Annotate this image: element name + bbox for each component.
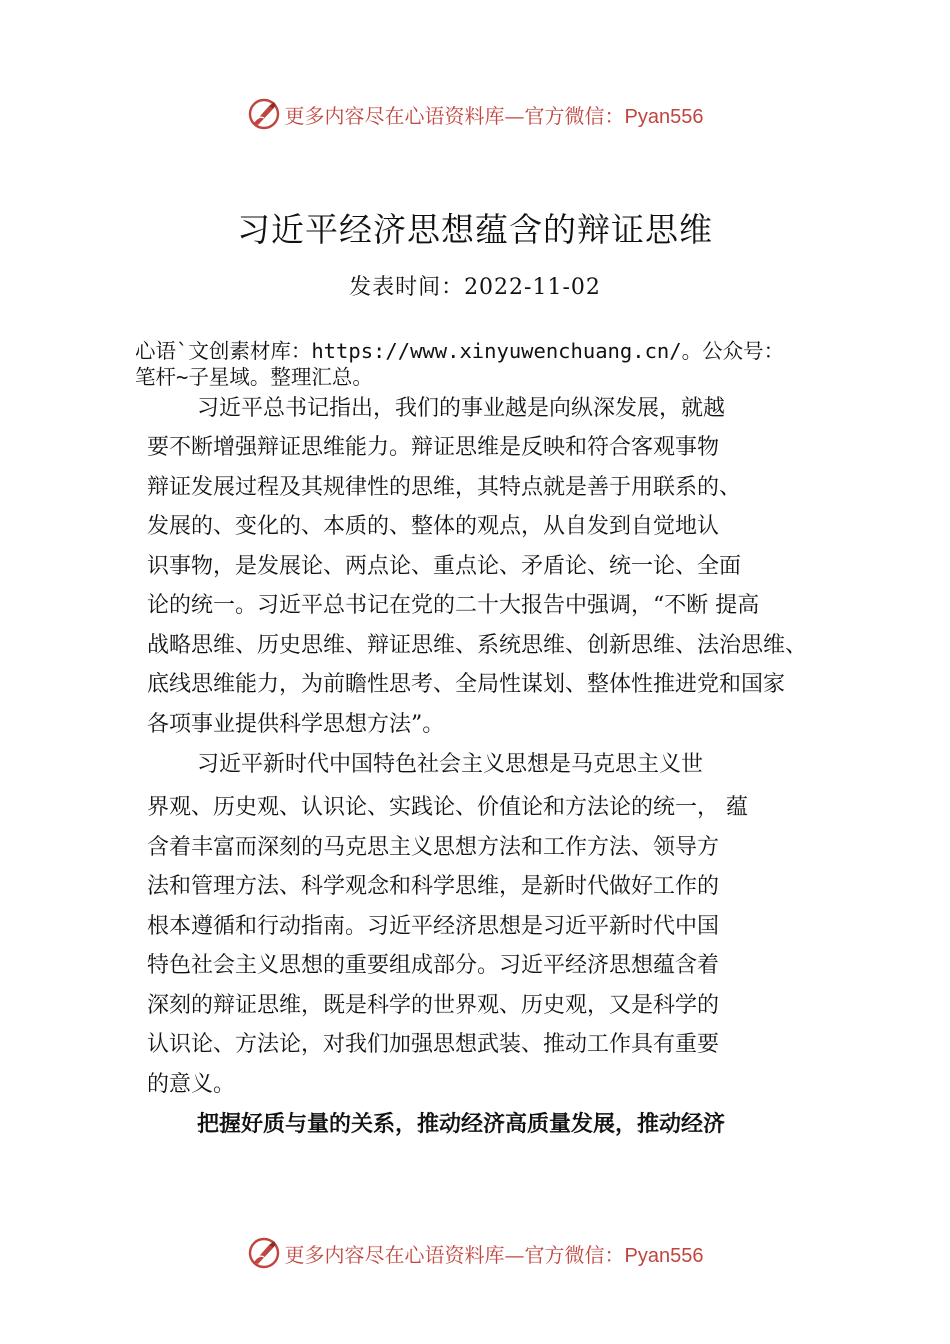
banner-content — [247, 97, 704, 131]
source-note — [135, 338, 865, 390]
banner-text — [285, 1239, 704, 1268]
paragraph-2-line: 习近平新时代中国特色社会主义思想是马克思主义世 — [197, 752, 704, 777]
document-title: 习近平经济思想蕴含的辩证思维 — [237, 210, 713, 249]
bottom-watermark-banner — [0, 1233, 950, 1273]
pen-logo-icon — [247, 97, 281, 131]
banner-main-text: 更多内容尽在心语资料库—官方微信： — [284, 1242, 625, 1267]
paragraph-2-line: 含着丰富而深刻的马克思主义思想方法和工作方法、领导方 — [147, 835, 720, 860]
paragraph-2-line: 根本遵循和行动指南。习近平经济思想是习近平新时代中国 — [147, 914, 720, 939]
paragraph-1-line: 各项事业提供科学思想方法”。 — [147, 712, 445, 737]
pen-logo-icon — [247, 1236, 281, 1270]
paragraph-1-line: 习近平总书记指出，我们的事业越是向纵深发展，就越 — [197, 396, 726, 421]
source-line: 心语`文创素材库：https://www.xinyuwenchuang.cn/。公众号： — [135, 339, 785, 363]
paragraph-2-line: 特色社会主义思想的重要组成部分。习近平经济思想蕴含着 — [147, 953, 720, 978]
wechat-id: Pyan556 — [624, 1244, 704, 1267]
paragraph-1-line: 要不断增强辩证思维能力。辩证思维是反映和符合客观事物 — [147, 435, 720, 460]
wechat-id: Pyan556 — [624, 105, 704, 128]
banner-main-text: 更多内容尽在心语资料库—官方微信： — [284, 103, 625, 128]
paragraph-1-line: 底线思维能力，为前瞻性思考、全局性谋划、整体性推进党和国家 — [147, 672, 786, 697]
banner-text — [285, 100, 704, 129]
top-watermark-banner — [0, 94, 950, 134]
paragraph-2-line: 认识论、方法论，对我们加强思想武装、推动工作具有重要 — [147, 1032, 720, 1057]
paragraph-2-line: 界观、历史观、认识论、实践论、价值论和方法论的统一， 蕴 — [147, 795, 748, 820]
paragraph-1-line: 论的统一。习近平总书记在党的二十大报告中强调，“不断 提高 — [147, 593, 760, 618]
paragraph-1-line: 发展的、变化的、本质的、整体的观点，从自发到自觉地认 — [147, 514, 720, 539]
paragraph-2-line: 法和管理方法、科学观念和科学思维，是新时代做好工作的 — [147, 874, 720, 899]
section-heading: 把握好质与量的关系，推动经济高质量发展，推动经济 — [197, 1112, 726, 1137]
paragraph-1-line: 辩证发展过程及其规律性的思维，其特点就是善于用联系的、 — [147, 475, 742, 500]
publish-time: 发表时间：2022-11-02 — [349, 275, 601, 300]
paragraph-1-line: 战略思维、历史思维、辩证思维、系统思维、创新思维、法治思维、 — [147, 633, 808, 658]
banner-content — [247, 1236, 704, 1270]
paragraph-2-line: 的意义。 — [147, 1072, 236, 1097]
paragraph-2-line: 深刻的辩证思维，既是科学的世界观、历史观，又是科学的 — [147, 993, 720, 1018]
source-line: 笔杆~子星域。整理汇总。 — [135, 365, 373, 389]
paragraph-1-line: 识事物，是发展论、两点论、重点论、矛盾论、统一论、全面 — [147, 554, 742, 579]
